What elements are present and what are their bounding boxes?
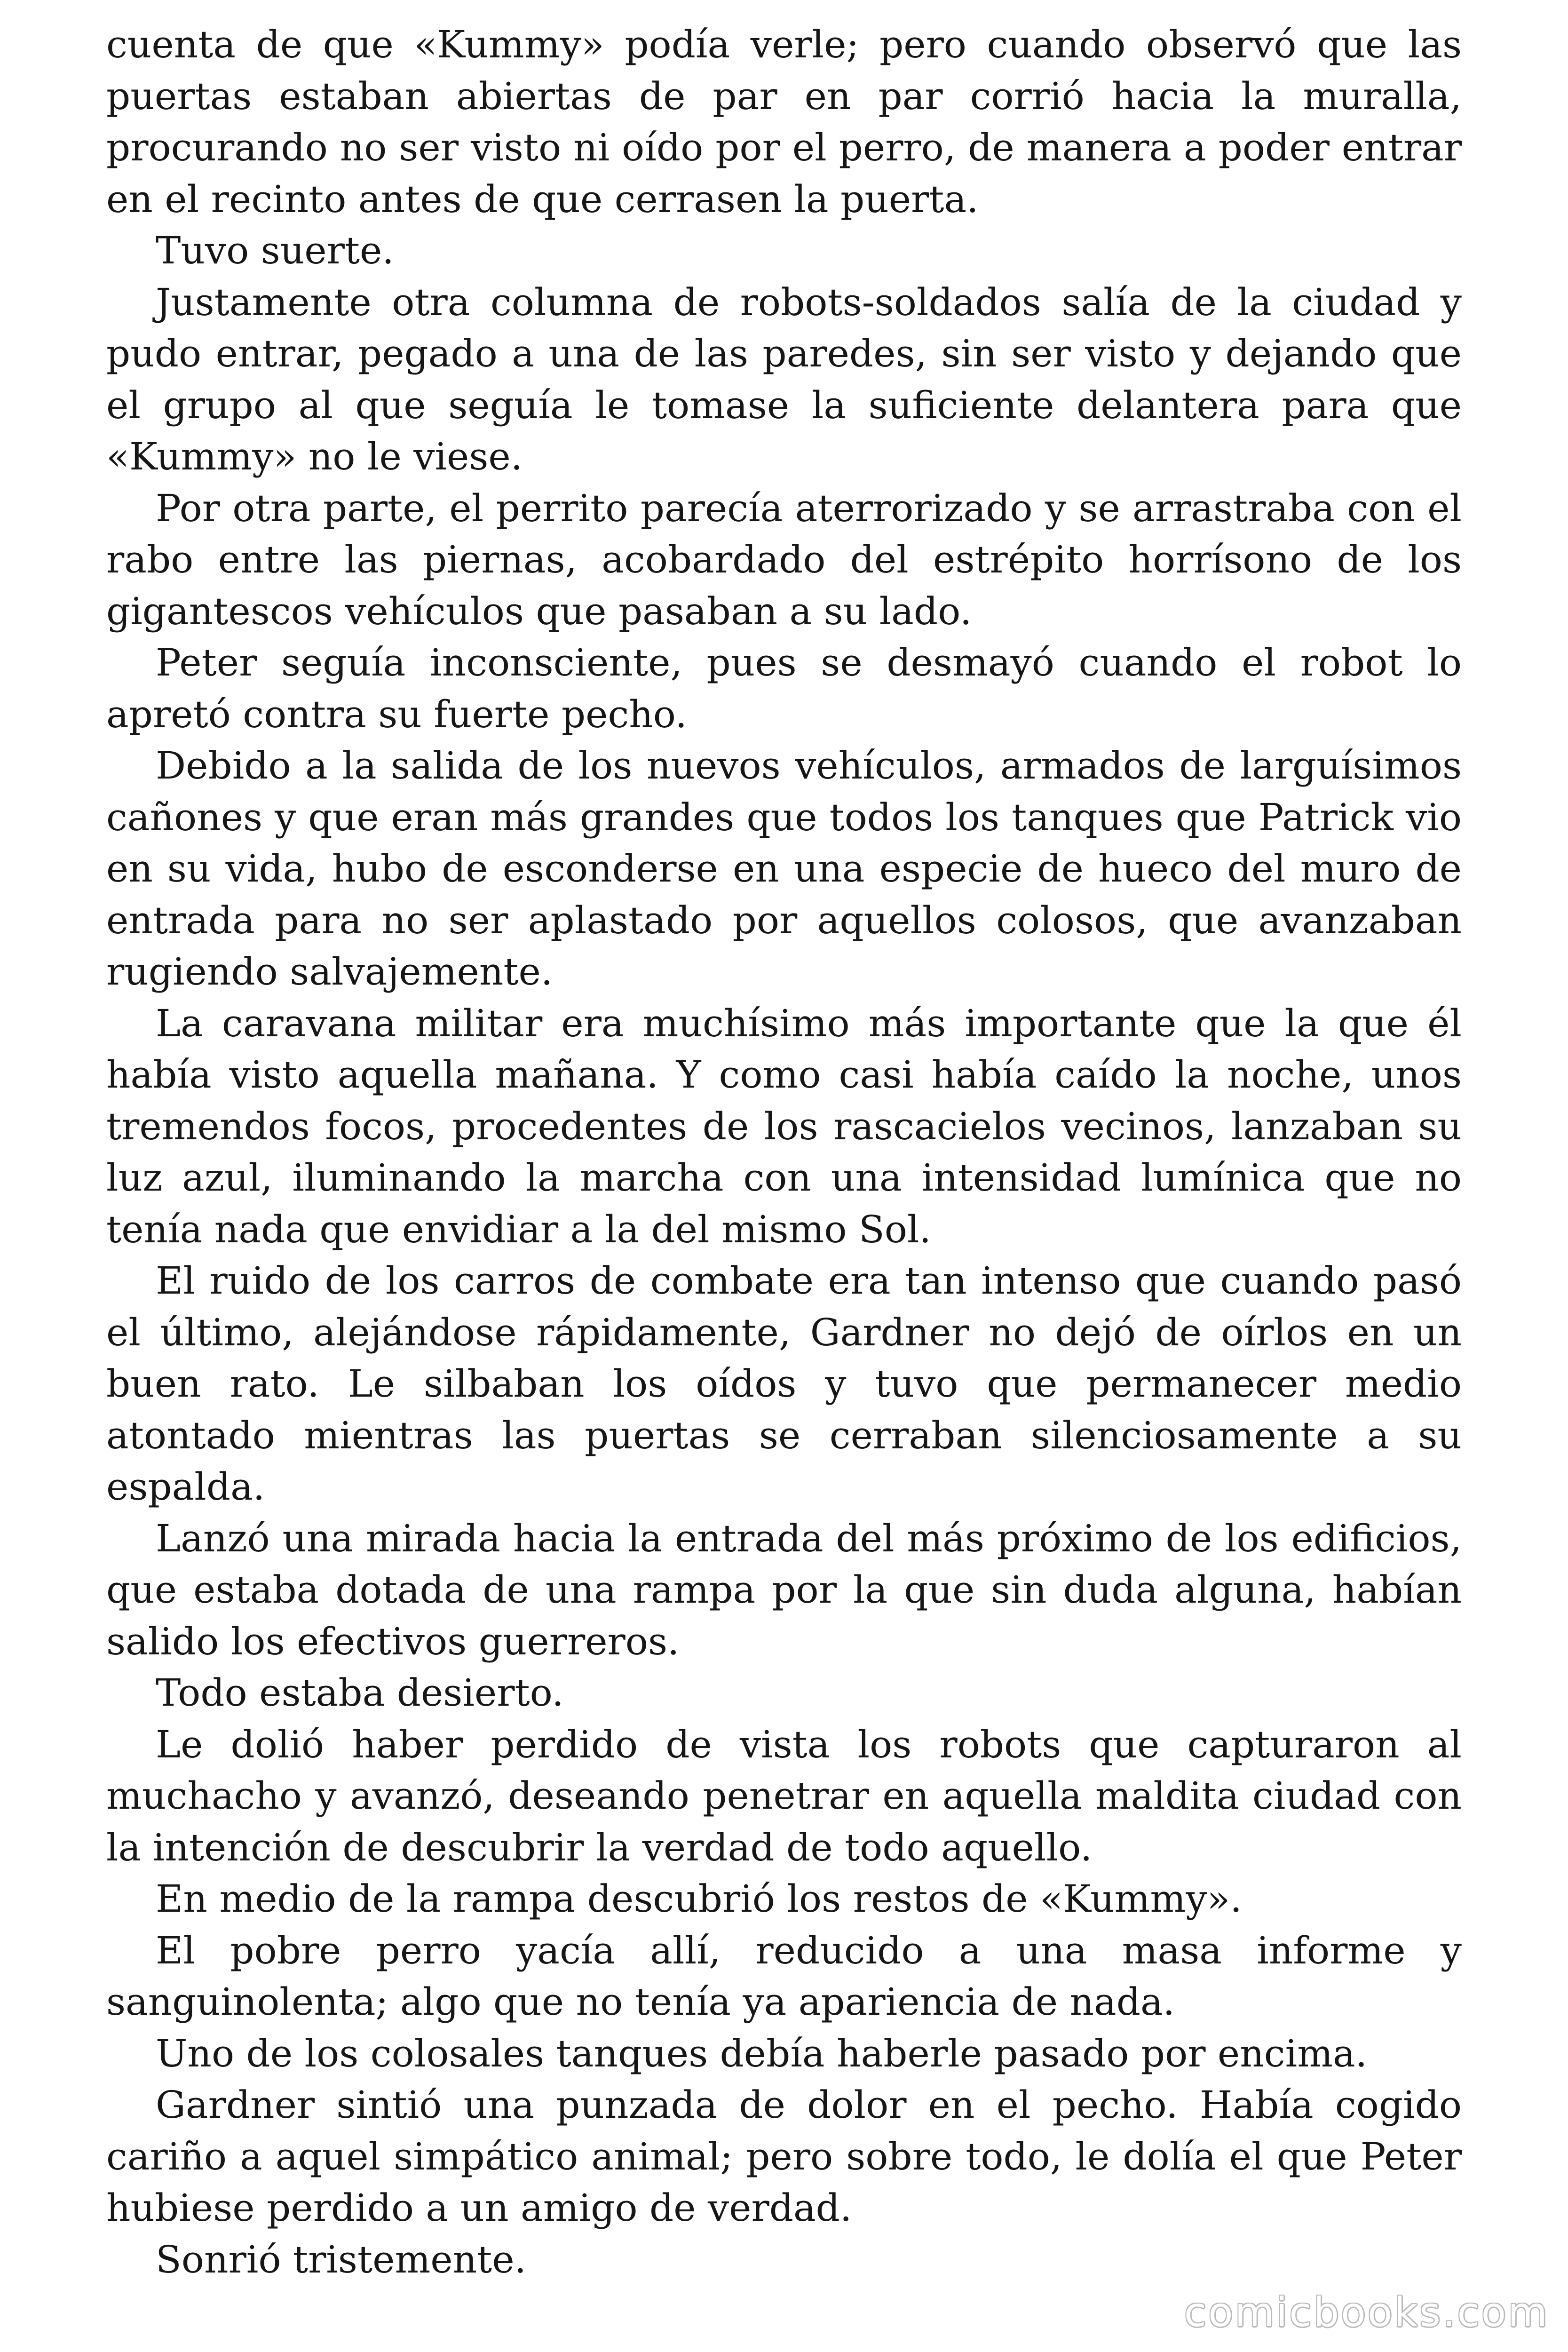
- paragraph-6: Debido a la salida de los nuevos vehículos, armados de larguísimos cañones y que eran más grandes que todos los tanques que Patrick vio en su vida, hubo de esconderse en una especie de hueco del muro de entrada para no ser aplastado por aquellos colosos, que avanzaban rugiendo salvajemente.: [106, 744, 1462, 993]
- paragraph-3: Justamente otra columna de robots-soldados salía de la ciudad y pudo entrar, pegado a una de las paredes, sin ser visto y dejando que el grupo al que seguía le tomase la suficiente delantera para que «Kummy» no le viese.: [106, 280, 1462, 478]
- paragraph-9: Lanzó una mirada hacia la entrada del más próximo de los edificios, que estaba dotada de una rampa por la que sin duda alguna, habían salido los efectivos guerreros.: [106, 1516, 1462, 1663]
- paragraph-10: Todo estaba desierto.: [156, 1671, 564, 1715]
- paragraph-7: La caravana militar era muchísimo más importante que la que él había visto aquella mañana. Y como casi había caído la noche, unos tremendos focos, procedentes de los rascacielos vecinos, lanzaban su luz azul, iluminando la marcha con una intensidad lumínica que no tenía nada que envidiar a la del mismo Sol.: [106, 1001, 1462, 1251]
- paragraph-16: Sonrió tristemente.: [156, 2237, 527, 2281]
- watermark-logo: comicbooks.com: [1184, 2289, 1549, 2336]
- book-page-text: [106, 19, 1462, 2285]
- paragraph-1: cuenta de que «Kummy» podía verle; pero cuando observó que las puertas estaban abiertas de par en par corrió hacia la muralla, procurando no ser visto ni oído por el perro, de manera a poder entrar en el recinto antes de que cerrasen la puerta.: [106, 23, 1462, 221]
- paragraph-4: Por otra parte, el perrito parecía aterrorizado y se arrastraba con el rabo entre las piernas, acobardado del estrépito horrísono de los gigantescos vehículos que pasaban a su lado.: [106, 486, 1462, 633]
- paragraph-5: Peter seguía inconsciente, pues se desmayó cuando el robot lo apretó contra su fuerte pecho.: [106, 641, 1462, 736]
- paragraph-2: Tuvo suerte.: [156, 229, 394, 272]
- paragraph-14: Uno de los colosales tanques debía haberle pasado por encima.: [156, 2031, 1368, 2075]
- paragraph-8: El ruido de los carros de combate era tan intenso que cuando pasó el último, alejándose rápidamente, Gardner no dejó de oírlos en un buen rato. Le silbaban los oídos y tuvo que permanecer medio atontado mientras las puertas se cerraban silenciosamente a su espalda.: [106, 1259, 1462, 1509]
- paragraph-11: Le dolió haber perdido de vista los robots que capturaron al muchacho y avanzó, deseando penetrar en aquella maldita ciudad con la intención de descubrir la verdad de todo aquello.: [106, 1722, 1462, 1869]
- paragraph-15: Gardner sintió una punzada de dolor en el pecho. Había cogido cariño a aquel simpático animal; pero sobre todo, le dolía el que Peter hubiese perdido a un amigo de verdad.: [106, 2083, 1462, 2230]
- paragraph-12: En medio de la rampa descubrió los restos de «Kummy».: [156, 1877, 1242, 1921]
- paragraph-13: El pobre perro yacía allí, reducido a una masa informe y sanguinolenta; algo que no tenía ya apariencia de nada.: [106, 1928, 1462, 2024]
